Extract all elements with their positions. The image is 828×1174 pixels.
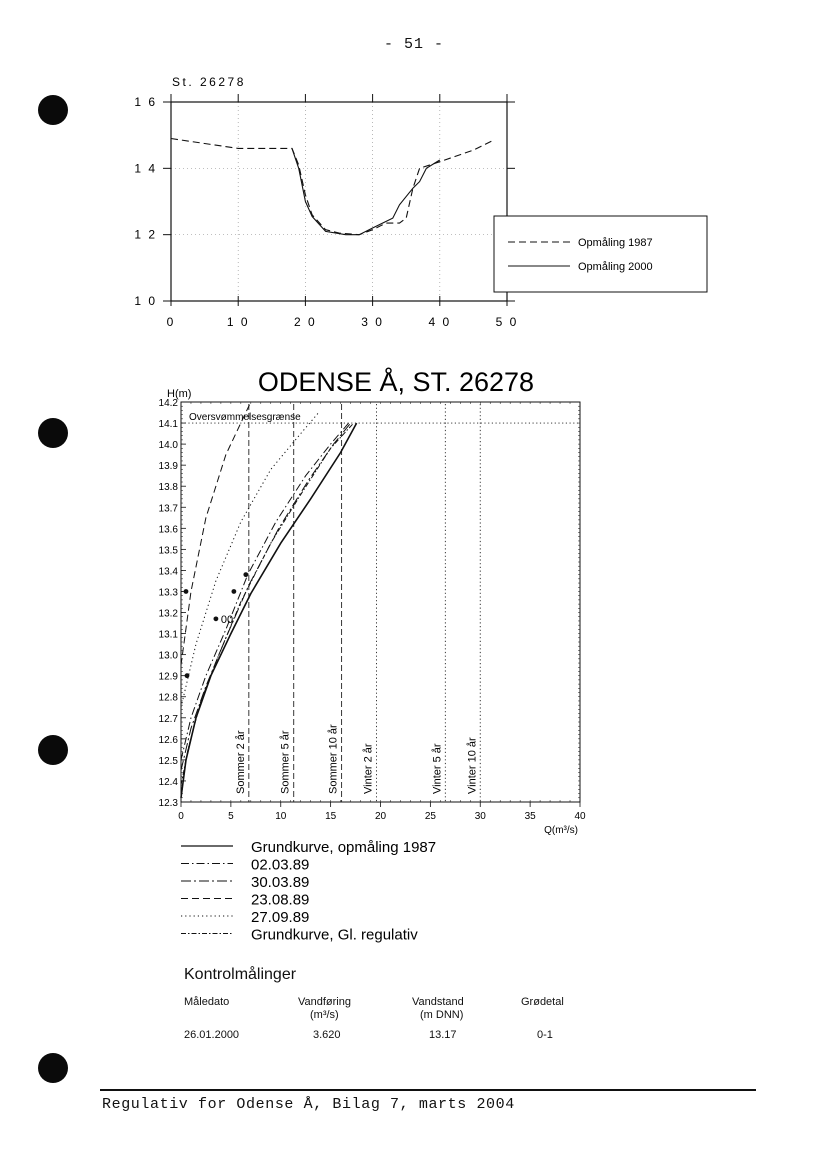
chart1-frame (171, 102, 507, 301)
chart2-legend-label-3: 23.08.89 (251, 891, 310, 909)
chart2-ytick-label-16: 13.9 (158, 461, 178, 473)
chart2-measurement-point-4 (243, 572, 248, 577)
chart2-ytick-label-8: 13.1 (158, 629, 178, 641)
chart2-ytick-label-7: 13.0 (158, 650, 178, 662)
chart2-ytick-label-13: 13.6 (158, 524, 178, 536)
chart2-series-4 (181, 413, 319, 708)
chart2-xtick-label-5: 25 (424, 811, 436, 822)
chart2-measurement-point-1 (185, 673, 190, 678)
chart2-ytick-label-12: 13.5 (158, 545, 178, 557)
chart1-ytick-label-0: 1 0 (134, 294, 157, 308)
chart2-point-annotation: 00 (220, 613, 234, 626)
chart2-xtick-label-3: 15 (325, 811, 337, 822)
chart2-series-1 (181, 423, 349, 760)
footer-text: Regulativ for Odense Å, Bilag 7, marts 2004 (102, 1096, 515, 1113)
cell-weed: 0-1 (537, 1029, 553, 1041)
chart2-xtick-label-6: 30 (474, 811, 486, 822)
chart1-xtick-label-1: 1 0 (226, 315, 250, 329)
header-flow: Vandføring (298, 996, 351, 1008)
chart2-ylabel: H(m) (167, 388, 192, 400)
chart2-xtick-label-4: 20 (374, 811, 387, 822)
chart2-ytick-label-0: 12.3 (158, 798, 178, 809)
header-date: Måledato (184, 996, 230, 1008)
chart2-xtick-label-0: 0 (178, 811, 184, 822)
chart2-ytick-label-10: 13.3 (158, 587, 178, 599)
chart2-series-3 (181, 402, 251, 665)
binder-hole-4 (38, 1053, 68, 1083)
chart1-ytick-label-1: 1 2 (134, 227, 157, 242)
chart2-ytick-label-1: 12.4 (158, 776, 178, 788)
chart2-ytick-label-19: 14.2 (158, 398, 178, 409)
chart2-marker-label-1: Sommer 5 år (279, 730, 292, 794)
chart2-xtick-label-8: 40 (574, 811, 586, 822)
chart1-legend-label-0: Opmåling 1987 (578, 237, 653, 249)
cell-level: 13.17 (429, 1029, 457, 1041)
cross-section-chart (0, 0, 828, 360)
chart2-ytick-label-17: 14.0 (158, 440, 178, 452)
chart2-xtick-label-1: 5 (228, 811, 234, 822)
chart2-marker-label-0: Sommer 2 år (234, 730, 247, 794)
header-level-unit: (m DNN) (420, 1009, 464, 1021)
chart2-ytick-label-3: 12.6 (158, 734, 178, 746)
header-flow-unit: (m³/s) (310, 1009, 339, 1021)
chart1-series-1 (292, 148, 440, 234)
chart2-legend-label-1: 02.03.89 (251, 856, 310, 874)
chart2-ytick-label-9: 13.2 (158, 608, 178, 620)
chart2-measurement-point-3 (231, 589, 236, 594)
header-weed: Grødetal (521, 996, 564, 1008)
chart1-legend-box (494, 216, 707, 292)
chart2-ytick-label-2: 12.5 (158, 755, 178, 767)
chart1-ytick-label-3: 1 6 (134, 95, 157, 109)
chart2-marker-label-4: Vinter 5 år (431, 743, 444, 794)
chart2-legend-label-5: Grundkurve, Gl. regulativ (251, 926, 418, 944)
chart2-legend-label-2: 30.03.89 (251, 874, 310, 891)
chart2-measurement-point-2 (214, 616, 219, 621)
chart2-legend-label-4: 27.09.89 (251, 909, 310, 926)
rating-curve-chart (0, 360, 828, 960)
control-title: Kontrolmålinger (184, 966, 297, 983)
chart1-series-0 (171, 139, 494, 235)
chart2-legend-label-0: Grundkurve, opmåling 1987 (251, 839, 437, 856)
chart2-marker-label-3: Vinter 2 år (362, 743, 375, 794)
chart2-ytick-label-5: 12.8 (158, 692, 178, 704)
chart2-title: ODENSE Å, ST. 26278 (257, 367, 535, 397)
chart2-measurement-point-0 (184, 589, 189, 594)
cell-date: 26.01.2000 (184, 1029, 240, 1041)
control-section (0, 960, 828, 1050)
chart1-ytick-label-2: 1 4 (134, 161, 157, 176)
chart2-ytick-label-18: 14.1 (158, 419, 178, 431)
chart2-ytick-label-14: 13.7 (158, 503, 178, 515)
chart2-marker-label-2: Sommer 10 år (327, 724, 340, 794)
chart1-xtick-label-0: 0 (166, 315, 176, 329)
chart2-ytick-label-11: 13.4 (158, 566, 178, 578)
chart2-xlabel: Q(m³/s) (544, 825, 578, 836)
footer-rule (100, 1089, 756, 1091)
chart2-ytick-label-6: 12.9 (158, 671, 178, 683)
chart2-flood-limit-label: Oversvømmelsesgrænse (189, 412, 301, 424)
cell-flow: 3.620 (313, 1029, 341, 1041)
chart2-ytick-label-4: 12.7 (158, 713, 178, 725)
chart2-xtick-label-2: 10 (275, 811, 287, 822)
chart2-xtick-label-7: 35 (524, 811, 536, 822)
chart2-marker-label-5: Vinter 10 år (466, 737, 479, 794)
header-level: Vandstand (412, 996, 464, 1008)
chart1-xtick-label-4: 4 0 (428, 315, 452, 329)
chart1-legend-label-1: Opmåling 2000 (578, 261, 653, 273)
chart1-xtick-label-2: 2 0 (294, 315, 317, 329)
chart1-xtick-label-5: 5 0 (495, 315, 519, 329)
page-number: - 51 - (383, 36, 444, 53)
chart2-ytick-label-15: 13.8 (158, 482, 178, 494)
chart1-title: St. 26278 (172, 75, 246, 89)
chart1-xtick-label-3: 3 0 (361, 315, 384, 329)
